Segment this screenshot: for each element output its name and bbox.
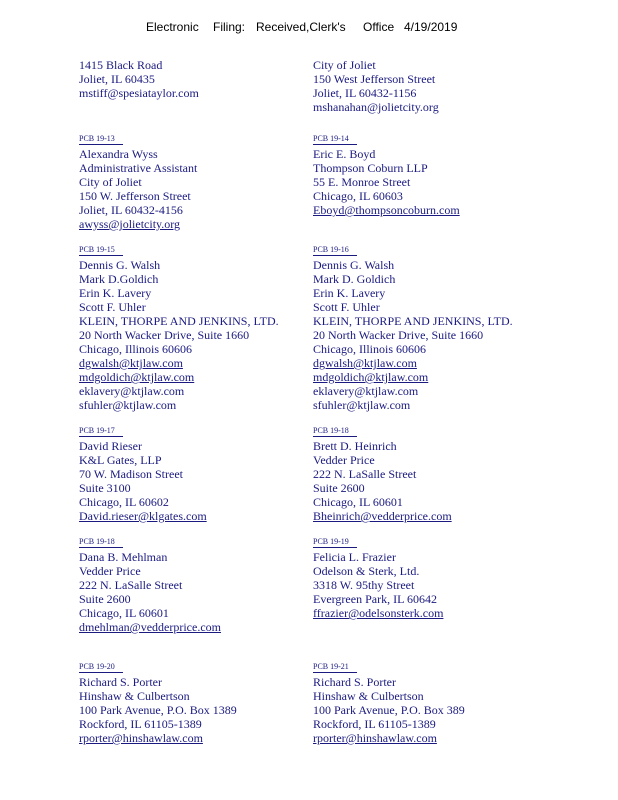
- email-link[interactable]: ffrazier@odelsonsterk.com: [313, 606, 444, 620]
- address-line: Mark D.Goldich: [79, 272, 159, 286]
- service-block-7: [313, 422, 452, 523]
- address-line: KLEIN, THORPE AND JENKINS, LTD.: [313, 314, 513, 328]
- header-received: Received,Clerk's: [256, 20, 346, 34]
- email-link[interactable]: rporter@hinshawlaw.com: [79, 731, 203, 745]
- email-link[interactable]: dgwalsh@ktjlaw.com: [313, 356, 417, 370]
- case-number: PCB 19-16: [313, 245, 357, 256]
- address-line: 70 W. Madison Street: [79, 467, 183, 481]
- email-address: eklavery@ktjlaw.com: [313, 384, 419, 398]
- address-line: 150 W. Jefferson Street: [79, 189, 191, 203]
- case-number: PCB 19-13: [79, 134, 123, 145]
- address-line: City of Joliet: [313, 58, 376, 72]
- service-block-8: [79, 533, 221, 634]
- address-line: Chicago, IL 60601: [313, 495, 403, 509]
- case-number: PCB 19-17: [79, 426, 123, 437]
- header-electronic: Electronic: [146, 20, 199, 34]
- service-block-9: [313, 533, 443, 620]
- address-line: Erin K. Lavery: [79, 286, 152, 300]
- address-line: Rockford, IL 61105-1389: [313, 717, 436, 731]
- header-date: 4/19/2019: [404, 20, 458, 34]
- address-line: 100 Park Avenue, P.O. Box 1389: [79, 703, 237, 717]
- email-address: sfuhler@ktjlaw.com: [79, 398, 177, 412]
- header-filing: Filing:: [213, 20, 246, 34]
- address-line: K&L Gates, LLP: [79, 453, 162, 467]
- address-line: Mark D. Goldich: [313, 272, 396, 286]
- address-line: Suite 2600: [313, 481, 365, 495]
- address-line: Odelson & Sterk, Ltd.: [313, 564, 420, 578]
- service-block-2: [79, 130, 197, 231]
- email-address: eklavery@ktjlaw.com: [79, 384, 185, 398]
- case-number: PCB 19-20: [79, 662, 123, 673]
- address-line: Chicago, IL 60603: [313, 189, 403, 203]
- address-line: Chicago, IL 60602: [79, 495, 169, 509]
- address-line: Dana B. Mehlman: [79, 550, 168, 564]
- service-block-4: [79, 241, 279, 412]
- address-line: 20 North Wacker Drive, Suite 1660: [79, 328, 250, 342]
- service-block-11: [313, 658, 465, 745]
- email-link[interactable]: rporter@hinshawlaw.com: [313, 731, 437, 745]
- address-line: David Rieser: [79, 439, 142, 453]
- email-link[interactable]: mdgoldich@ktjlaw.com: [313, 370, 429, 384]
- service-block-10: [79, 658, 237, 745]
- address-line: Rockford, IL 61105-1389: [79, 717, 202, 731]
- service-block-1: [313, 58, 439, 114]
- address-line: Scott F. Uhler: [79, 300, 146, 314]
- email-link[interactable]: Bheinrich@vedderprice.com: [313, 509, 452, 523]
- address-line: Richard S. Porter: [313, 675, 396, 689]
- email-link[interactable]: David.rieser@klgates.com: [79, 509, 207, 523]
- address-line: 100 Park Avenue, P.O. Box 389: [313, 703, 465, 717]
- address-line: 222 N. LaSalle Street: [313, 467, 417, 481]
- service-block-0: [79, 58, 199, 100]
- address-line: Dennis G. Walsh: [313, 258, 395, 272]
- email-link[interactable]: Eboyd@thompsoncoburn.com: [313, 203, 460, 217]
- service-block-5: [313, 241, 513, 412]
- address-line: Joliet, IL 60432-4156: [79, 203, 183, 217]
- address-line: Alexandra Wyss: [79, 147, 158, 161]
- address-line: Thompson Coburn LLP: [313, 161, 428, 175]
- address-line: City of Joliet: [79, 175, 142, 189]
- header-office: Office: [363, 20, 395, 34]
- address-line: Eric E. Boyd: [313, 147, 376, 161]
- address-line: Felicia L. Frazier: [313, 550, 396, 564]
- address-line: Suite 2600: [79, 592, 131, 606]
- address-line: 222 N. LaSalle Street: [79, 578, 183, 592]
- case-number: PCB 19-18: [313, 426, 357, 437]
- address-line: 55 E. Monroe Street: [313, 175, 411, 189]
- address-line: Suite 3100: [79, 481, 131, 495]
- address-line: Administrative Assistant: [79, 161, 198, 175]
- address-line: Scott F. Uhler: [313, 300, 380, 314]
- address-line: 3318 W. 95thy Street: [313, 578, 415, 592]
- address-line: Erin K. Lavery: [313, 286, 386, 300]
- service-block-6: [79, 422, 207, 523]
- email-address: mstiff@spesiataylor.com: [79, 86, 199, 100]
- address-line: 1415 Black Road: [79, 58, 163, 72]
- address-line: Joliet, IL 60435: [79, 72, 155, 86]
- case-number: PCB 19-18: [79, 537, 123, 548]
- address-line: Brett D. Heinrich: [313, 439, 397, 453]
- case-number: PCB 19-21: [313, 662, 357, 673]
- service-block-3: [313, 130, 460, 217]
- address-line: Dennis G. Walsh: [79, 258, 161, 272]
- case-number: PCB 19-19: [313, 537, 357, 548]
- email-link[interactable]: dmehlman@vedderprice.com: [79, 620, 221, 634]
- address-line: Vedder Price: [313, 453, 375, 467]
- address-line: Hinshaw & Culbertson: [79, 689, 190, 703]
- address-line: Vedder Price: [79, 564, 141, 578]
- address-line: KLEIN, THORPE AND JENKINS, LTD.: [79, 314, 279, 328]
- email-link[interactable]: mdgoldich@ktjlaw.com: [79, 370, 195, 384]
- address-line: Chicago, Illinois 60606: [313, 342, 426, 356]
- address-line: Richard S. Porter: [79, 675, 162, 689]
- address-line: Joliet, IL 60432-1156: [313, 86, 417, 100]
- email-link[interactable]: awyss@jolietcity.org: [79, 217, 181, 231]
- address-line: 20 North Wacker Drive, Suite 1660: [313, 328, 484, 342]
- email-address: mshanahan@jolietcity.org: [313, 100, 439, 114]
- address-line: Hinshaw & Culbertson: [313, 689, 424, 703]
- case-number: PCB 19-14: [313, 134, 357, 145]
- address-line: Chicago, Illinois 60606: [79, 342, 192, 356]
- address-line: Evergreen Park, IL 60642: [313, 592, 437, 606]
- email-address: sfuhler@ktjlaw.com: [313, 398, 411, 412]
- address-line: 150 West Jefferson Street: [313, 72, 436, 86]
- email-link[interactable]: dgwalsh@ktjlaw.com: [79, 356, 183, 370]
- address-line: Chicago, IL 60601: [79, 606, 169, 620]
- case-number: PCB 19-15: [79, 245, 123, 256]
